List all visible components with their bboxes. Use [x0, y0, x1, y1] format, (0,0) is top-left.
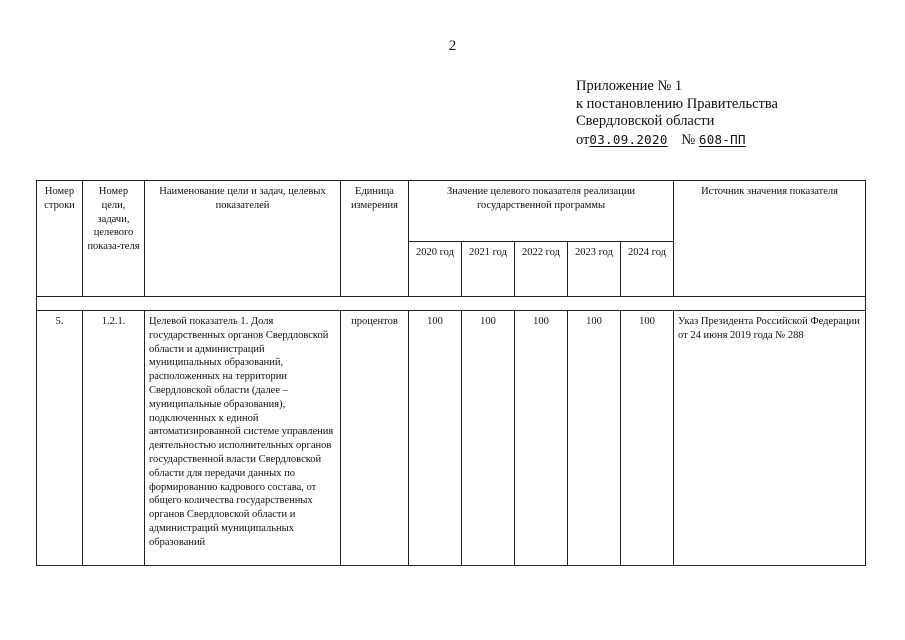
- resolution-number: 608-ПП: [698, 131, 746, 147]
- cell-value-2020: 100: [409, 311, 462, 566]
- resolution-date: 03.09.2020: [589, 131, 668, 147]
- indicators-table: [36, 180, 866, 566]
- header-value-group: Значение целевого показателя реализации государственной программы: [409, 181, 674, 242]
- header-source: Источник значения показателя: [674, 181, 866, 297]
- cell-row-number: 5.: [37, 311, 83, 566]
- table-gap-cell: [37, 297, 866, 311]
- header-year-2021: 2021 год: [462, 242, 515, 297]
- header-unit: Единица измерения: [341, 181, 409, 297]
- cell-value-2022: 100: [515, 311, 568, 566]
- header-year-2020: 2020 год: [409, 242, 462, 297]
- appendix-region: Свердловской области: [576, 113, 715, 129]
- cell-value-2024: 100: [621, 311, 674, 566]
- header-row-number: Номер строки: [37, 181, 83, 297]
- header-name: Наименование цели и задач, целевых показателей: [145, 181, 341, 297]
- header-year-2023: 2023 год: [568, 242, 621, 297]
- cell-indicator-name: Целевой показатель 1. Доля государственных органов Свердловской области и администраций муниципальных образований, расположенных на территории Свердловской области (далее – муниципальные образования), подключенных к единой автоматизированной системе управления деятельностью исполнительных органов государственной власти Свердловской области для передачи данных по формированию кадрового состава, от общего количества государственных органов Свердловской области и администраций муниципальных образований: [145, 311, 341, 566]
- cell-source: Указ Президента Российской Федерации от 24 июня 2019 года № 288: [674, 311, 866, 566]
- appendix-resolution: к постановлению Правительства: [576, 95, 778, 112]
- header-goal-number: Номер цели, задачи, целевого показа-теля: [83, 181, 145, 297]
- appendix-title: Приложение № 1: [576, 78, 683, 94]
- cell-value-2021: 100: [462, 311, 515, 566]
- cell-unit: процентов: [341, 311, 409, 566]
- appendix-date-number-line: [576, 131, 817, 150]
- header-year-2024: 2024 год: [621, 242, 674, 297]
- cell-goal-number: 1.2.1.: [83, 311, 145, 566]
- cell-value-2023: 100: [568, 311, 621, 566]
- appendix-block: [576, 78, 817, 149]
- number-label: №: [681, 131, 696, 148]
- header-year-2022: 2022 год: [515, 242, 568, 297]
- page-number: 2: [448, 38, 457, 54]
- table-row: [37, 311, 866, 566]
- from-label: от: [576, 131, 590, 148]
- table-gap: [37, 297, 866, 311]
